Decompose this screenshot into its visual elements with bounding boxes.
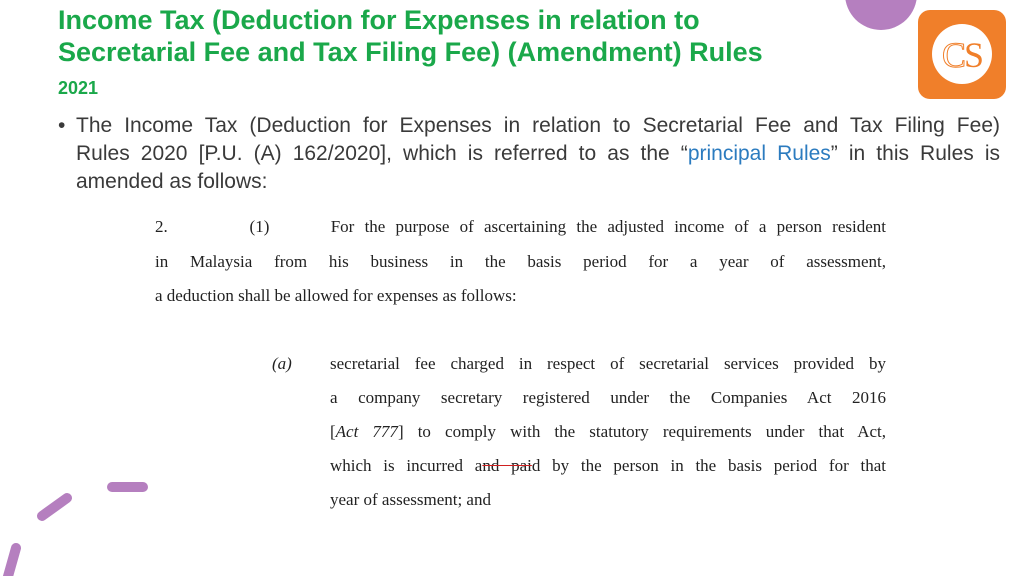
dash	[7, 548, 16, 576]
logo-text: S	[963, 35, 983, 75]
bullet-line-3: amended as follows:	[76, 170, 268, 193]
text: ] to comply with the statutory requirements under that Act,	[397, 422, 886, 441]
bullet-line-1: The Income Tax (Deduction for Expenses in relation to Secretarial Fee and Tax Filing Fee)	[76, 114, 1000, 137]
para-line-3: a deduction shall be allowed for expenses as follows:	[155, 286, 517, 305]
text: which is incurred a	[330, 456, 483, 475]
logo: CS	[918, 10, 1006, 99]
text: Rules 2020 [P.U. (A) 162/2020], which is referred to as the “	[76, 142, 688, 165]
bullet-dot-icon: •	[58, 114, 66, 137]
slide-title-line-2: Secretarial Fee and Tax Filing Fee) (Amendment) Rules	[58, 37, 763, 67]
struck-text: nd pai	[482, 456, 532, 475]
text: ” in this Rules is	[830, 142, 1000, 165]
slide-title-line-1: Income Tax (Deduction for Expenses in relation to	[58, 5, 700, 35]
para-line-2: in Malaysia from his business in the basis period for a year of assessment,	[155, 252, 886, 271]
text: [	[330, 422, 336, 441]
item-label: (a)	[272, 354, 292, 373]
item-line-4	[330, 456, 886, 476]
item-line-5: year of assessment; and	[330, 490, 491, 509]
text: d by the person in the basis period for that	[531, 456, 886, 475]
decor-dashed-arc	[0, 470, 160, 576]
bullet-paragraph	[58, 112, 1000, 196]
item-line-3	[330, 422, 886, 442]
principal-rules-link[interactable]: principal Rules	[687, 142, 831, 165]
para-line-1: 2. (1) For the purpose of ascertaining the adjusted income of a person resident	[155, 217, 886, 236]
slide-title-year: 2021	[58, 78, 99, 98]
bullet-line-2	[58, 140, 1000, 168]
act-reference: Act 777	[335, 422, 398, 441]
dash	[42, 498, 67, 516]
item-line-2: a company secretary registered under the Companies Act 2016	[330, 388, 886, 407]
item-line-1: secretarial fee charged in respect of secretarial services provided by	[330, 354, 886, 373]
decor-circle	[845, 0, 917, 30]
